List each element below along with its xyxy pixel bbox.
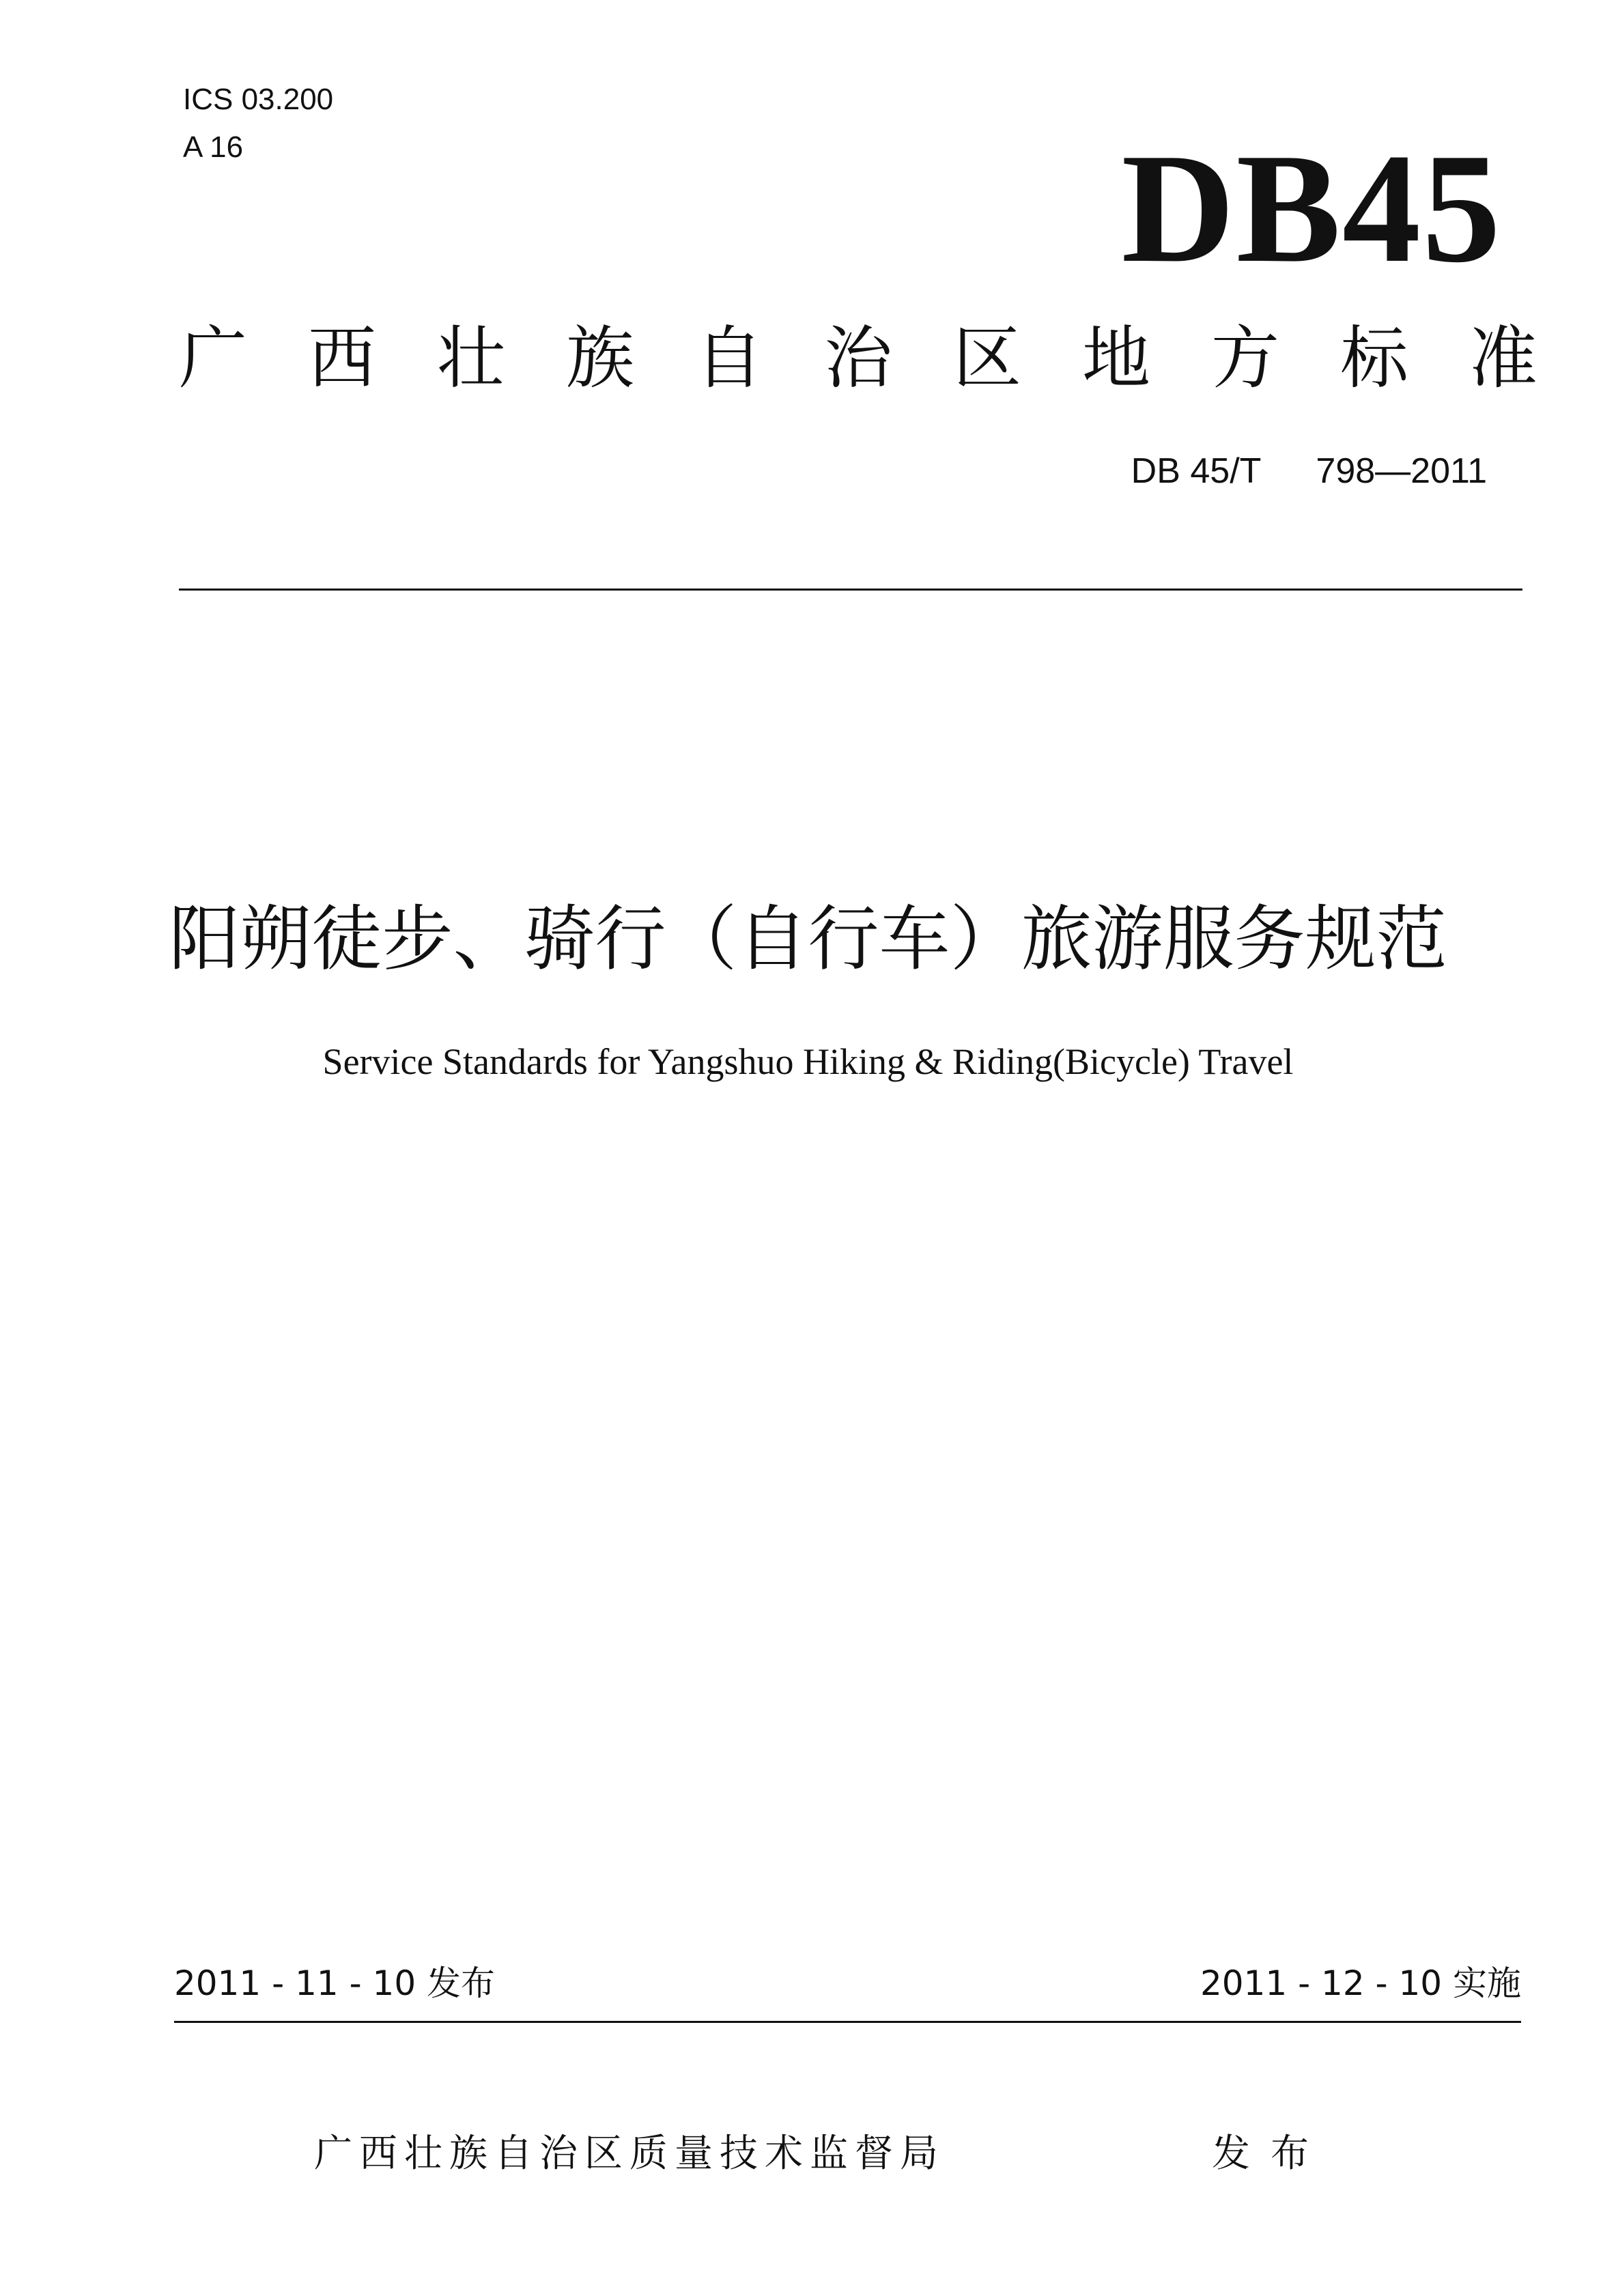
standard-type-heading	[179, 317, 1537, 399]
standard-number-value: 798—2011	[1316, 451, 1487, 491]
db45-logo: DB45	[1121, 121, 1502, 295]
bottom-divider	[174, 2021, 1521, 2023]
issue-label: 发布	[1212, 2131, 1329, 2176]
issuing-authority: 广西壮族自治区质量技术监督局	[314, 2131, 945, 2176]
standard-type-char: 区	[953, 318, 1021, 398]
standard-type-char: 标	[1340, 318, 1408, 398]
issue-date: 2011 - 11 - 10 发布	[174, 1964, 496, 2003]
standard-type-char: 准	[1469, 318, 1537, 398]
standard-type-char: 广	[179, 318, 247, 398]
title-english: Service Standards for Yangshuo Hiking & Riding(Bicycle) Travel	[322, 1041, 1294, 1082]
standard-type-char: 自	[695, 318, 763, 398]
ccs-code: A 16	[183, 130, 244, 164]
standard-type-char: 地	[1082, 318, 1150, 398]
standard-prefix: DB 45/T	[1131, 451, 1262, 491]
standard-type-char: 壮	[437, 318, 505, 398]
ics-code: ICS 03.200	[183, 83, 334, 116]
standard-type-char: 方	[1211, 318, 1279, 398]
standard-type-char: 治	[824, 318, 892, 398]
standard-type-char: 族	[566, 318, 634, 398]
title-chinese: 阳朔徒步、骑行（自行车）旅游服务规范	[169, 897, 1447, 980]
standard-number	[1065, 447, 1487, 495]
implementation-date: 2011 - 12 - 10 实施	[1200, 1964, 1521, 2003]
standard-type-char: 西	[308, 318, 376, 398]
top-divider	[179, 589, 1522, 591]
